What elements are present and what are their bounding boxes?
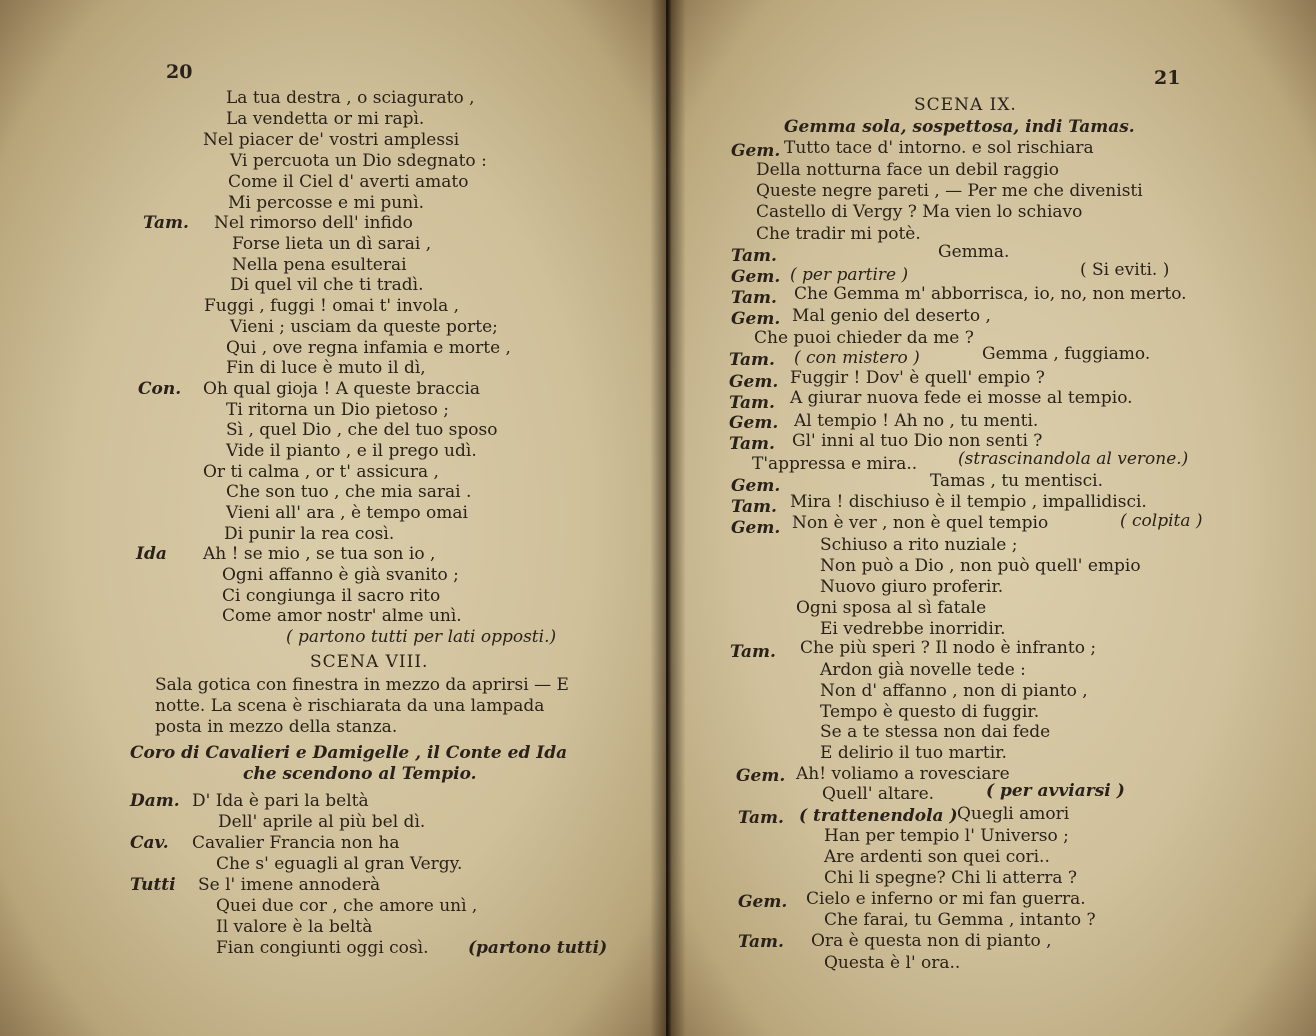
- verse-line: Cielo e inferno or mi fan guerra.: [806, 889, 1086, 909]
- verse-line: Nuovo giuro proferir.: [820, 577, 1004, 597]
- scene-title: SCENA IX.: [914, 95, 1017, 115]
- verse-line: Vieni all' ara , è tempo omai: [226, 503, 468, 523]
- speaker-label: Tam.: [729, 434, 775, 454]
- book-gutter: [650, 0, 686, 1036]
- verse-line: Non può a Dio , non può quell' empio: [820, 556, 1141, 576]
- speaker-label: Gem.: [738, 892, 788, 912]
- verse-line: Castello di Vergy ? Ma vien lo schiavo: [756, 202, 1083, 222]
- verse-line: Quei due cor , che amore unì ,: [216, 896, 478, 916]
- speaker-label: Gem.: [729, 413, 779, 433]
- scene-title: SCENA VIII.: [310, 652, 429, 672]
- speaker-label: Tam.: [143, 213, 189, 233]
- verse-line: Fin di luce è muto il dì,: [226, 358, 426, 378]
- speaker-label: Tam.: [731, 497, 777, 517]
- verse-line: Mira ! dischiuso è il tempio , impallidisci.: [790, 492, 1147, 512]
- verse-line: Come il Ciel d' averti amato: [228, 172, 469, 192]
- verse-line: Non è ver , non è quel tempio: [792, 513, 1049, 533]
- verse-line: Che s' eguagli al gran Vergy.: [216, 854, 463, 874]
- verse-line: Quegli amori: [957, 804, 1070, 824]
- stage-direction: ( con mistero ): [794, 348, 920, 368]
- verse-line: Questa è l' ora..: [824, 953, 961, 973]
- verse-line: Che puoi chieder da me ?: [754, 328, 974, 348]
- speaker-label: Gem.: [729, 372, 779, 392]
- speaker-label: Cav.: [130, 833, 169, 853]
- verse-line: Fuggir ! Dov' è quell' empio ?: [790, 368, 1045, 388]
- verse-line: Ardon già novelle tede :: [820, 660, 1026, 680]
- verse-line: Tutto tace d' intorno. e sol rischiara: [784, 138, 1094, 158]
- stage-direction: (partono tutti): [468, 938, 608, 958]
- speaker-label: Gem.: [731, 267, 781, 287]
- verse-line: Di quel vil che ti tradì.: [230, 275, 424, 295]
- stage-direction: ( per avviarsi ): [986, 781, 1125, 801]
- verse-line: Della notturna face un debil raggio: [756, 160, 1060, 180]
- speaker-label: Tam.: [738, 808, 784, 828]
- verse-line: Mi percosse e mi punì.: [228, 193, 425, 213]
- verse-line: Se a te stessa non dai fede: [820, 722, 1051, 742]
- verse-line: Di punir la rea così.: [224, 524, 395, 544]
- speaker-label: Tam.: [738, 932, 784, 952]
- speaker-label: Tam.: [729, 393, 775, 413]
- verse-line: Quell' altare.: [822, 784, 935, 804]
- verse-line: Vi percuota un Dio sdegnato :: [230, 151, 487, 171]
- verse-line: Che Gemma m' abborrisca, io, no, non merto.: [794, 284, 1187, 304]
- verse-line: Ogni affanno è già svanito ;: [222, 565, 459, 585]
- page-number: 21: [1154, 67, 1181, 89]
- speaker-label: Dam.: [130, 791, 180, 811]
- verse-line: Ora è questa non di pianto ,: [811, 931, 1052, 951]
- scene-description: posta in mezzo della stanza.: [155, 717, 398, 737]
- verse-line: Fuggi , fuggi ! omai t' invola ,: [204, 296, 460, 316]
- verse-line: Sì , quel Dio , che del tuo sposo: [226, 420, 498, 440]
- stage-direction: ( Si eviti. ): [1080, 260, 1170, 280]
- speaker-label: Tam.: [730, 642, 776, 662]
- verse-line: Non d' affanno , non di pianto ,: [820, 681, 1088, 701]
- scene-subtitle: Gemma sola, sospettosa, indi Tamas.: [784, 117, 1135, 137]
- verse-line: D' Ida è pari la beltà: [192, 791, 369, 811]
- verse-line: A giurar nuova fede ei mosse al tempio.: [790, 388, 1133, 408]
- stage-direction: ( per partire ): [790, 265, 909, 285]
- speaker-label: Ida: [136, 544, 167, 564]
- verse-line: Dell' aprile al più bel dì.: [218, 812, 426, 832]
- verse-line: Che tradir mi potè.: [756, 224, 921, 244]
- speaker-label: Tam.: [729, 350, 775, 370]
- verse-line: Cavalier Francia non ha: [192, 833, 400, 853]
- scene-description: notte. La scena è rischiarata da una lampada: [155, 696, 545, 716]
- verse-line: Han per tempio l' Universo ;: [824, 826, 1069, 846]
- speaker-label: Tutti: [130, 875, 176, 895]
- stage-direction: ( colpita ): [1120, 511, 1203, 531]
- verse-line: Queste negre pareti , — Per me che divenisti: [756, 181, 1143, 201]
- verse-line: Al tempio ! Ah no , tu menti.: [794, 411, 1039, 431]
- verse-line: Che più speri ? Il nodo è infranto ;: [800, 638, 1097, 658]
- verse-line: Gl' inni al tuo Dio non senti ?: [792, 431, 1043, 451]
- verse-line: Se l' imene annoderà: [198, 875, 381, 895]
- verse-line: Nel piacer de' vostri amplessi: [203, 130, 460, 150]
- verse-line: Oh qual gioja ! A queste braccia: [203, 379, 481, 399]
- verse-line: Or ti calma , or t' assicura ,: [203, 462, 439, 482]
- chorus-heading: Coro di Cavalieri e Damigelle , il Conte ed Ida: [130, 743, 568, 763]
- page-number: 20: [166, 61, 193, 83]
- verse-line: Vide il pianto , e il prego udì.: [226, 441, 477, 461]
- verse-line: Ogni sposa al sì fatale: [796, 598, 987, 618]
- verse-line: E delirio il tuo martir.: [820, 743, 1007, 763]
- speaker-label: Tam.: [731, 288, 777, 308]
- verse-line: Ah! voliamo a rovesciare: [796, 764, 1010, 784]
- speaker-label: Gem.: [731, 476, 781, 496]
- verse-line: Nel rimorso dell' infido: [214, 213, 413, 233]
- verse-line: Nella pena esulterai: [232, 255, 407, 275]
- verse-line: Mal genio del deserto ,: [792, 306, 991, 326]
- verse-line: Forse lieta un dì sarai ,: [232, 234, 432, 254]
- speaker-label: Con.: [138, 379, 182, 399]
- verse-line: Tamas , tu mentisci.: [930, 471, 1104, 491]
- verse-line: Tempo è questo di fuggir.: [820, 702, 1040, 722]
- verse-line: Ah ! se mio , se tua son io ,: [203, 544, 436, 564]
- verse-line: Chi li spegne? Chi li atterra ?: [824, 868, 1077, 888]
- speaker-label: Gem.: [731, 309, 781, 329]
- verse-line: Qui , ove regna infamia e morte ,: [226, 338, 511, 358]
- stage-direction: ( trattenendola ): [799, 806, 958, 826]
- scene-description: Sala gotica con finestra in mezzo da aprirsi — E: [155, 675, 569, 695]
- stage-direction: (strascinandola al verone.): [958, 449, 1189, 469]
- right-page: [668, 0, 1316, 1036]
- verse-line: Gemma.: [938, 242, 1010, 262]
- verse-line: La vendetta or mi rapì.: [226, 109, 425, 129]
- verse-line: Che son tuo , che mia sarai .: [226, 482, 472, 502]
- verse-line: Are ardenti son quei cori..: [824, 847, 1050, 867]
- chorus-heading: che scendono al Tempio.: [243, 764, 477, 784]
- stage-direction: ( partono tutti per lati opposti.): [286, 627, 557, 647]
- speaker-label: Gem.: [731, 518, 781, 538]
- verse-line: Gemma , fuggiamo.: [982, 344, 1151, 364]
- verse-line: T'appressa e mira..: [752, 454, 918, 474]
- verse-line: Come amor nostr' alme unì.: [222, 606, 462, 626]
- verse-line: Ti ritorna un Dio pietoso ;: [226, 400, 449, 420]
- verse-line: Ei vedrebbe inorridir.: [820, 619, 1006, 639]
- verse-line: Vieni ; usciam da queste porte;: [230, 317, 498, 337]
- speaker-label: Tam.: [731, 246, 777, 266]
- speaker-label: Gem.: [731, 141, 781, 161]
- speaker-label: Gem.: [736, 766, 786, 786]
- verse-line: Che farai, tu Gemma , intanto ?: [824, 910, 1096, 930]
- verse-line: Schiuso a rito nuziale ;: [820, 535, 1018, 555]
- verse-line: Fian congiunti oggi così.: [216, 938, 429, 958]
- verse-line: La tua destra , o sciagurato ,: [226, 88, 475, 108]
- verse-line: Ci congiunga il sacro rito: [222, 586, 441, 606]
- verse-line: Il valore è la beltà: [216, 917, 373, 937]
